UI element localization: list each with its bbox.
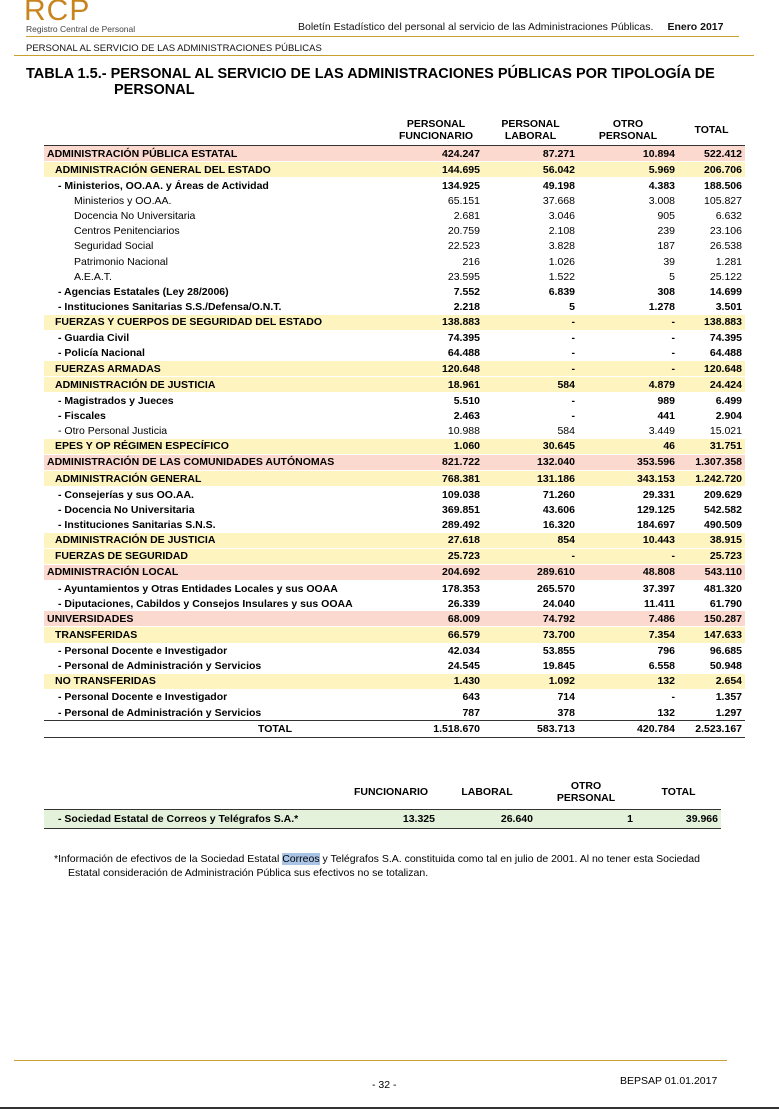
cell-funcionario: 134.925: [442, 179, 480, 192]
cell-funcionario: 289.492: [442, 518, 480, 531]
cell-laboral: 714: [557, 691, 575, 704]
cell-otro: 129.125: [637, 503, 675, 516]
row-label: Patrimonio Nacional: [74, 255, 168, 268]
cell-funcionario: 2.463: [453, 409, 480, 422]
table-row: [44, 377, 745, 393]
table-row: [44, 454, 745, 470]
cell-laboral: 87.271: [483, 146, 578, 162]
cell-laboral: 378: [557, 706, 575, 719]
cell-otro: 10.894: [578, 146, 678, 162]
cell-otro: 29.331: [642, 488, 675, 501]
row-label: ADMINISTRACIÓN DE LAS COMUNIDADES AUTÓNOMAS: [44, 454, 389, 470]
row-label: A.E.A.T.: [74, 270, 112, 283]
cell-laboral: 30.645: [483, 439, 578, 455]
table-row: [44, 627, 745, 643]
table-row: [44, 408, 745, 423]
cell-laboral: 24.040: [542, 597, 575, 610]
cell-otro: 905: [657, 210, 675, 223]
cell-funcionario: 1.430: [389, 674, 483, 690]
main-table: [44, 116, 745, 738]
cell-otro: 989: [657, 394, 675, 407]
cell-funcionario: 787: [462, 706, 480, 719]
table-row: [44, 705, 745, 721]
row-label: FUERZAS DE SEGURIDAD: [44, 548, 389, 564]
cell-funcionario: 23.595: [447, 270, 480, 283]
row-label: Docencia No Universitaria: [74, 210, 196, 223]
cell-funcionario: 7.552: [453, 285, 480, 298]
cell-total: 188.506: [704, 179, 742, 192]
cell-funcionario: 20.759: [447, 225, 480, 238]
table-row: [44, 146, 745, 162]
cell-laboral: -: [571, 347, 575, 360]
table-title: [26, 66, 756, 98]
row-label: - Ministerios, OO.AA. y Áreas de Actividad: [58, 179, 269, 192]
cell-total: 6.499: [715, 394, 742, 407]
cell-laboral: 1.026: [548, 255, 575, 268]
cell-funcionario: 26.339: [447, 597, 480, 610]
cell-funcionario: 74.395: [447, 332, 480, 345]
cell-laboral: -: [483, 361, 578, 377]
cell-funcionario: 643: [462, 691, 480, 704]
table-row: [44, 689, 745, 705]
cell-otro: -: [671, 347, 675, 360]
cell-laboral: 74.792: [483, 611, 578, 627]
cell-otro: 441: [657, 409, 675, 422]
row-label: - Fiscales: [58, 409, 106, 422]
cell-funcionario: 138.883: [389, 315, 483, 331]
cell-otro: 1.278: [648, 300, 675, 313]
cell-total: 1.307.358: [678, 454, 745, 470]
cell-otro: -: [578, 361, 678, 377]
table-row: [44, 193, 745, 208]
row-label: ADMINISTRACIÓN LOCAL: [44, 564, 389, 580]
cell-laboral: -: [483, 315, 578, 331]
cell-otro: 10.443: [578, 533, 678, 549]
page-number: - 32 -: [372, 1079, 397, 1091]
cell-otro: 308: [657, 285, 675, 298]
sec-header-label: [44, 775, 344, 810]
cell-total: 25.122: [709, 270, 742, 283]
cell-funcionario: 369.851: [442, 503, 480, 516]
cell-funcionario: 1.060: [389, 439, 483, 455]
cell-laboral: -: [483, 548, 578, 564]
footnote-after: y Telégrafos S.A. constituida como tal en julio de 2001. Al no tener esta Sociedad: [319, 853, 700, 865]
table-row: [44, 596, 745, 611]
table-row: [44, 659, 745, 674]
footnote-highlight: Correos: [282, 853, 320, 865]
table-row: [44, 393, 745, 409]
cell-funcionario: 68.009: [389, 611, 483, 627]
cell-otro: -: [578, 548, 678, 564]
correos-row: [44, 810, 721, 829]
table-row: [44, 361, 745, 377]
cell-total: 2.654: [678, 674, 745, 690]
cell-otro: 37.397: [642, 582, 675, 595]
table-row: [44, 611, 745, 627]
total-funcionario: 1.518.670: [433, 723, 480, 736]
cell-total: 1.242.720: [678, 470, 745, 486]
table-row: [44, 224, 745, 239]
cell-otro: 132: [657, 706, 675, 719]
cell-total: 38.915: [678, 533, 745, 549]
table-row: [44, 209, 745, 224]
cell-otro: 6.558: [648, 660, 675, 673]
total-total: 2.523.167: [695, 723, 742, 736]
cell-otro: 353.596: [578, 454, 678, 470]
cell-total: 6.632: [715, 210, 742, 223]
row-label: - Personal Docente e Investigador: [58, 645, 228, 658]
cell-otro: 187: [657, 240, 675, 253]
cell-funcionario: 24.545: [447, 660, 480, 673]
cell-otro: 4.383: [648, 179, 675, 192]
cell-funcionario: 144.695: [389, 162, 483, 178]
bottom-rule: [0, 1107, 779, 1109]
cell-total: 150.287: [678, 611, 745, 627]
cell-total: 26.538: [709, 240, 742, 253]
section-rule: [14, 55, 754, 56]
table-row: [44, 269, 745, 284]
cell-total: 96.685: [709, 645, 742, 658]
cell-funcionario: 424.247: [389, 146, 483, 162]
correos-funcionario: 13.325: [402, 813, 435, 825]
cell-funcionario: 22.523: [447, 240, 480, 253]
cell-otro: 3.008: [648, 194, 675, 207]
cell-funcionario: 66.579: [389, 627, 483, 643]
cell-total: 1.281: [715, 255, 742, 268]
cell-otro: -: [671, 332, 675, 345]
cell-total: 138.883: [678, 315, 745, 331]
cell-laboral: 43.606: [542, 503, 575, 516]
cell-otro: 4.879: [578, 377, 678, 393]
cell-laboral: 854: [483, 533, 578, 549]
cell-laboral: 73.700: [483, 627, 578, 643]
header-rule: [26, 36, 739, 37]
cell-funcionario: 178.353: [442, 582, 480, 595]
cell-laboral: -: [571, 409, 575, 422]
row-label: NO TRANSFERIDAS: [44, 674, 389, 690]
cell-otro: -: [578, 315, 678, 331]
cell-funcionario: 216: [462, 255, 480, 268]
sec-header-otro: OTRO PERSONAL: [556, 780, 616, 804]
cell-laboral: 584: [557, 425, 575, 438]
bulletin-date: Enero 2017: [667, 21, 724, 33]
bulletin-header: [298, 21, 723, 33]
cell-otro: -: [671, 691, 675, 704]
logo-subtitle: Registro Central de Personal: [26, 24, 136, 34]
row-label: - Consejerías y sus OO.AA.: [58, 488, 194, 501]
title-line1: TABLA 1.5.- PERSONAL AL SERVICIO DE LAS ADMINISTRACIONES PÚBLICAS POR TIPOLOGÍA DE: [26, 66, 715, 82]
cell-laboral: 1.092: [483, 674, 578, 690]
cell-total: 105.827: [704, 194, 742, 207]
row-label: - Instituciones Sanitarias S.N.S.: [58, 518, 216, 531]
table-row: [44, 548, 745, 564]
table-row: [44, 346, 745, 361]
cell-total: 31.751: [678, 439, 745, 455]
cell-funcionario: 27.618: [389, 533, 483, 549]
cell-otro: 239: [657, 225, 675, 238]
cell-otro: 7.486: [578, 611, 678, 627]
table-row: [44, 315, 745, 331]
cell-total: 15.021: [709, 425, 742, 438]
cell-laboral: -: [571, 332, 575, 345]
row-label: Seguridad Social: [74, 240, 154, 253]
total-row: [44, 721, 745, 738]
correos-table: [44, 775, 721, 829]
correos-total: 39.966: [685, 813, 718, 825]
main-table-body: [44, 146, 745, 738]
cell-laboral: 16.320: [542, 518, 575, 531]
cell-total: 209.629: [704, 488, 742, 501]
row-label: ADMINISTRACIÓN GENERAL DEL ESTADO: [44, 162, 389, 178]
table-row: [44, 330, 745, 346]
header-funcionario: PERSONAL FUNCIONARIO: [398, 118, 474, 142]
footer-rule: [14, 1060, 727, 1061]
table-row: [44, 284, 745, 299]
cell-laboral: 5: [569, 300, 575, 313]
row-label: - Diputaciones, Cabildos y Consejos Insulares y sus OOAA: [58, 597, 353, 610]
cell-laboral: 53.855: [542, 645, 575, 658]
cell-laboral: 3.828: [548, 240, 575, 253]
cell-otro: 184.697: [637, 518, 675, 531]
row-label: - Personal Docente e Investigador: [58, 691, 228, 704]
row-label: - Agencias Estatales (Ley 28/2006): [58, 285, 229, 298]
title-line2: PERSONAL: [114, 82, 195, 98]
cell-otro: 48.808: [578, 564, 678, 580]
total-otro: 420.784: [637, 723, 675, 736]
correos-table-header: [44, 775, 721, 810]
cell-funcionario: 5.510: [453, 394, 480, 407]
sec-header-laboral: LABORAL: [461, 786, 513, 798]
cell-laboral: 49.198: [542, 179, 575, 192]
cell-funcionario: 18.961: [389, 377, 483, 393]
header-otro: OTRO PERSONAL: [598, 118, 658, 142]
row-label: Ministerios y OO.AA.: [74, 194, 172, 207]
table-row: [44, 439, 745, 455]
cell-funcionario: 2.218: [453, 300, 480, 313]
cell-total: 64.488: [709, 347, 742, 360]
row-label: - Docencia No Universitaria: [58, 503, 195, 516]
table-row: [44, 162, 745, 178]
row-label: ADMINISTRACIÓN DE JUSTICIA: [44, 377, 389, 393]
footnote-line2: Estatal consideración de Administración Pública sus efectivos no se totalizan.: [68, 867, 429, 879]
cell-total: 543.110: [678, 564, 745, 580]
cell-otro: 46: [578, 439, 678, 455]
row-label: - Otro Personal Justicia: [58, 425, 168, 438]
cell-total: 1.297: [715, 706, 742, 719]
cell-total: 147.633: [678, 627, 745, 643]
row-label: - Magistrados y Jueces: [58, 394, 174, 407]
correos-label: - Sociedad Estatal de Correos y Telégrafos S.A.*: [58, 813, 299, 825]
main-table-header: [44, 116, 745, 146]
cell-laboral: 19.845: [542, 660, 575, 673]
footer-reference: BEPSAP 01.01.2017: [620, 1075, 718, 1087]
cell-total: 61.790: [709, 597, 742, 610]
row-label: - Policía Nacional: [58, 347, 145, 360]
row-label: FUERZAS ARMADAS: [44, 361, 389, 377]
header-total: TOTAL: [694, 123, 729, 136]
cell-funcionario: 768.381: [389, 470, 483, 486]
table-row: [44, 239, 745, 254]
cell-otro: 11.411: [644, 597, 675, 610]
correos-laboral: 26.640: [500, 813, 533, 825]
cell-funcionario: 2.681: [453, 210, 480, 223]
cell-total: 522.412: [678, 146, 745, 162]
cell-total: 481.320: [704, 582, 742, 595]
row-label: UNIVERSIDADES: [44, 611, 389, 627]
cell-total: 3.501: [715, 300, 742, 313]
cell-otro: 343.153: [578, 470, 678, 486]
cell-laboral: 132.040: [483, 454, 578, 470]
cell-funcionario: 25.723: [389, 548, 483, 564]
cell-laboral: 37.668: [542, 194, 575, 207]
cell-laboral: 2.108: [548, 225, 575, 238]
cell-funcionario: 42.034: [447, 645, 480, 658]
cell-total: 50.948: [709, 660, 742, 673]
table-row: [44, 517, 745, 532]
table-row: [44, 643, 745, 659]
cell-total: 2.904: [715, 409, 742, 422]
table-row: [44, 502, 745, 517]
cell-laboral: 584: [483, 377, 578, 393]
cell-otro: 39: [663, 255, 675, 268]
cell-otro: 132: [578, 674, 678, 690]
cell-funcionario: 10.988: [447, 425, 480, 438]
row-label: - Guardia Civil: [58, 332, 130, 345]
row-label: TRANSFERIDAS: [44, 627, 389, 643]
cell-total: 24.424: [678, 377, 745, 393]
row-label: EPES Y OP RÉGIMEN ESPECÍFICO: [44, 439, 389, 455]
row-label: - Ayuntamientos y Otras Entidades Locales y sus OOAA: [58, 582, 338, 595]
table-row: [44, 487, 745, 503]
cell-laboral: 56.042: [483, 162, 578, 178]
cell-total: 490.509: [704, 518, 742, 531]
cell-funcionario: 64.488: [447, 347, 480, 360]
rcp-logo: RCP: [24, 0, 91, 27]
cell-funcionario: 109.038: [442, 488, 480, 501]
cell-total: 120.648: [678, 361, 745, 377]
cell-otro: 5: [669, 270, 675, 283]
footnote-before: *Información de efectivos de la Sociedad Estatal: [54, 853, 283, 865]
row-label: ADMINISTRACIÓN DE JUSTICIA: [44, 533, 389, 549]
cell-total: 14.699: [709, 285, 742, 298]
cell-otro: 5.969: [578, 162, 678, 178]
cell-total: 25.723: [678, 548, 745, 564]
cell-otro: 7.354: [578, 627, 678, 643]
cell-total: 542.582: [704, 503, 742, 516]
correos-otro: 1: [627, 813, 633, 825]
cell-laboral: 1.522: [548, 270, 575, 283]
cell-otro: 3.449: [648, 425, 675, 438]
cell-total: 1.357: [715, 691, 742, 704]
row-label: ADMINISTRACIÓN PÚBLICA ESTATAL: [44, 146, 389, 162]
footnote: [54, 852, 754, 880]
bulletin-title: Boletín Estadístico del personal al servicio de las Administraciones Públicas.: [298, 21, 654, 33]
total-label: TOTAL: [257, 723, 293, 736]
table-row: [44, 533, 745, 549]
cell-laboral: 3.046: [548, 210, 575, 223]
table-row: [44, 564, 745, 580]
header-label: [44, 116, 389, 146]
table-row: [44, 299, 745, 314]
table-row: [44, 424, 745, 439]
cell-laboral: 289.610: [483, 564, 578, 580]
cell-laboral: 71.260: [542, 488, 575, 501]
row-label: Centros Penitenciarios: [74, 225, 180, 238]
cell-funcionario: 120.648: [389, 361, 483, 377]
row-label: - Personal de Administración y Servicios: [58, 706, 262, 719]
header-laboral: PERSONAL LABORAL: [501, 118, 560, 142]
table-row: [44, 580, 745, 596]
section-header: PERSONAL AL SERVICIO DE LAS ADMINISTRACIONES PÚBLICAS: [26, 43, 322, 54]
cell-laboral: -: [571, 394, 575, 407]
cell-laboral: 6.839: [548, 285, 575, 298]
sec-header-total: TOTAL: [661, 786, 696, 798]
row-label: FUERZAS Y CUERPOS DE SEGURIDAD DEL ESTADO: [44, 315, 389, 331]
table-row: [44, 254, 745, 269]
row-label: - Personal de Administración y Servicios: [58, 660, 262, 673]
table-row: [44, 674, 745, 690]
cell-otro: 796: [657, 645, 675, 658]
table-row: [44, 470, 745, 486]
row-label: - Instituciones Sanitarias S.S./Defensa/O.N.T.: [58, 300, 282, 313]
cell-funcionario: 821.722: [389, 454, 483, 470]
cell-laboral: 265.570: [537, 582, 575, 595]
total-laboral: 583.713: [537, 723, 575, 736]
table-row: [44, 178, 745, 194]
cell-total: 23.106: [709, 225, 742, 238]
cell-funcionario: 65.151: [447, 194, 480, 207]
cell-total: 206.706: [678, 162, 745, 178]
sec-header-funcionario: FUNCIONARIO: [353, 786, 429, 798]
cell-funcionario: 204.692: [389, 564, 483, 580]
row-label: ADMINISTRACIÓN GENERAL: [44, 470, 389, 486]
cell-total: 74.395: [709, 332, 742, 345]
cell-laboral: 131.186: [483, 470, 578, 486]
